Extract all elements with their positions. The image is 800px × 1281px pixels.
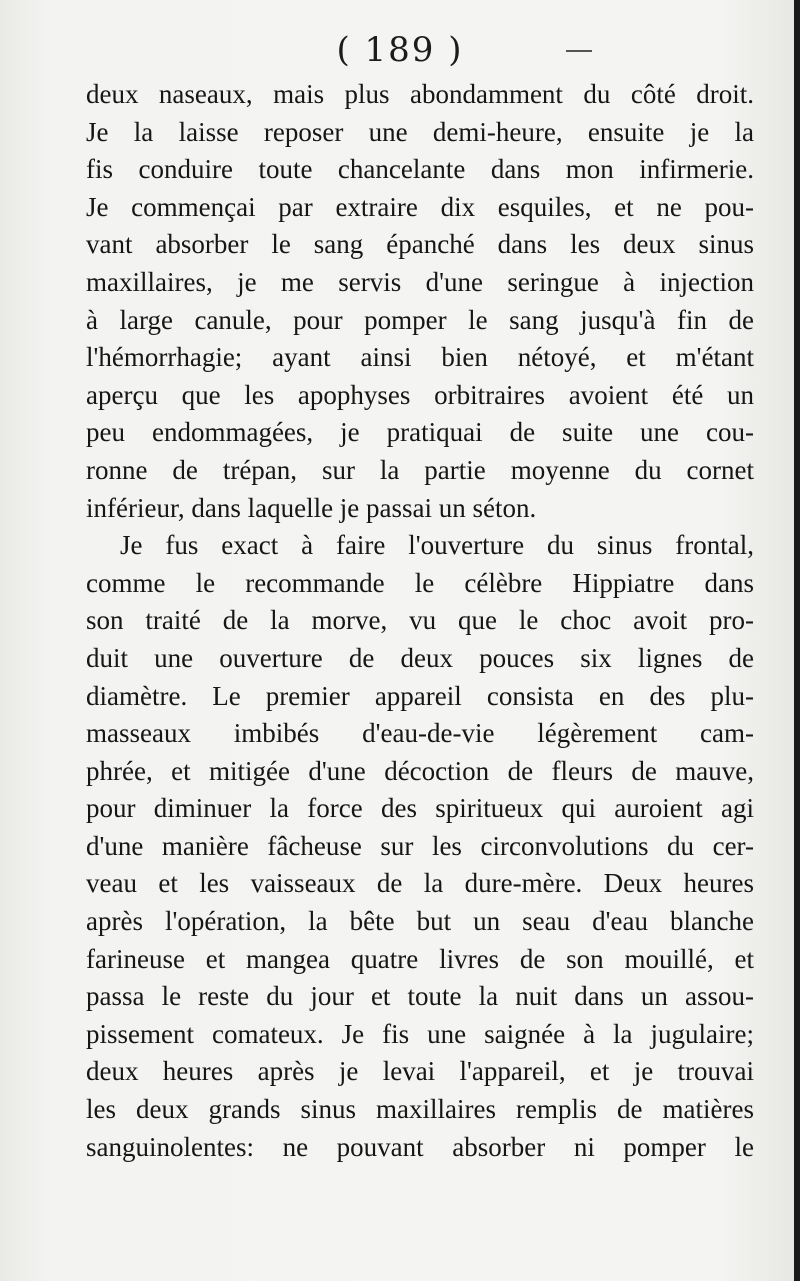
- text-line: farineuse et mangea quatre livres de son mouillé, et: [86, 943, 754, 974]
- text-line: duit une ouverture de deux pouces six lignes de: [86, 642, 754, 673]
- text-line: pissement comateux. Je fis une saignée à la jugulaire;: [86, 1018, 754, 1049]
- paragraph-2: [86, 527, 754, 1166]
- text-line: deux naseaux, mais plus abondamment du côté droit.: [86, 79, 754, 109]
- text-line: passa le reste du jour et toute la nuit dans un assou-: [86, 981, 754, 1012]
- text-line: vant absorber le sang épanché dans les deux sinus: [86, 229, 754, 260]
- text-line: maxillaires, je me servis d'une seringue à injection: [86, 266, 754, 297]
- page-number: ( 189 ): [336, 30, 464, 70]
- text-line: comme le recommande le célèbre Hippiatre dans: [86, 567, 754, 598]
- text-line: masseaux imbibés d'eau-de-vie légèrement cam-: [86, 718, 754, 749]
- text-line: pour diminuer la force des spiritueux qui auroient agi: [86, 793, 754, 824]
- text-line: l'hémorrhagie; ayant ainsi bien nétoyé, et m'étant: [86, 342, 754, 373]
- text-line: aperçu que les apophyses orbitraires avoient été un: [86, 379, 754, 410]
- page-edge-shadow: [794, 0, 800, 1281]
- text-line: deux heures après je levai l'appareil, et je trouvai: [86, 1056, 754, 1087]
- text-line: à large canule, pour pomper le sang jusqu'à fin de: [86, 304, 754, 335]
- body-text: [86, 76, 754, 1166]
- ink-mark: [566, 50, 592, 52]
- text-line: fis conduire toute chancelante dans mon infirmerie.: [86, 154, 754, 185]
- paragraph-1: [86, 76, 754, 527]
- text-line: Je fus exact à faire l'ouverture du sinus frontal,: [120, 530, 754, 561]
- text-line: diamètre. Le premier appareil consista en des plu-: [86, 680, 754, 711]
- text-line: après l'opération, la bête but un seau d'eau blanche: [86, 906, 754, 937]
- text-line: ronne de trépan, sur la partie moyenne du cornet: [86, 454, 754, 485]
- text-line: d'une manière fâcheuse sur les circonvolutions du cer-: [86, 830, 754, 861]
- text-line: Je commençai par extraire dix esquiles, et ne pou-: [86, 191, 754, 222]
- text-line: les deux grands sinus maxillaires remplis de matières: [86, 1094, 754, 1125]
- text-line: son traité de la morve, vu que le choc avoit pro-: [86, 605, 754, 636]
- text-line: peu endommagées, je pratiquai de suite une cou-: [86, 417, 754, 448]
- text-line: sanguinolentes: ne pouvant absorber ni pomper le: [86, 1131, 754, 1162]
- text-line: veau et les vaisseaux de la dure-mère. Deux heures: [86, 868, 754, 899]
- text-line: Je la laisse reposer une demi-heure, ensuite je la: [86, 116, 754, 147]
- text-line: inférieur, dans laquelle je passai un séton.: [86, 492, 537, 523]
- text-line: phrée, et mitigée d'une décoction de fleurs de mauve,: [86, 755, 754, 786]
